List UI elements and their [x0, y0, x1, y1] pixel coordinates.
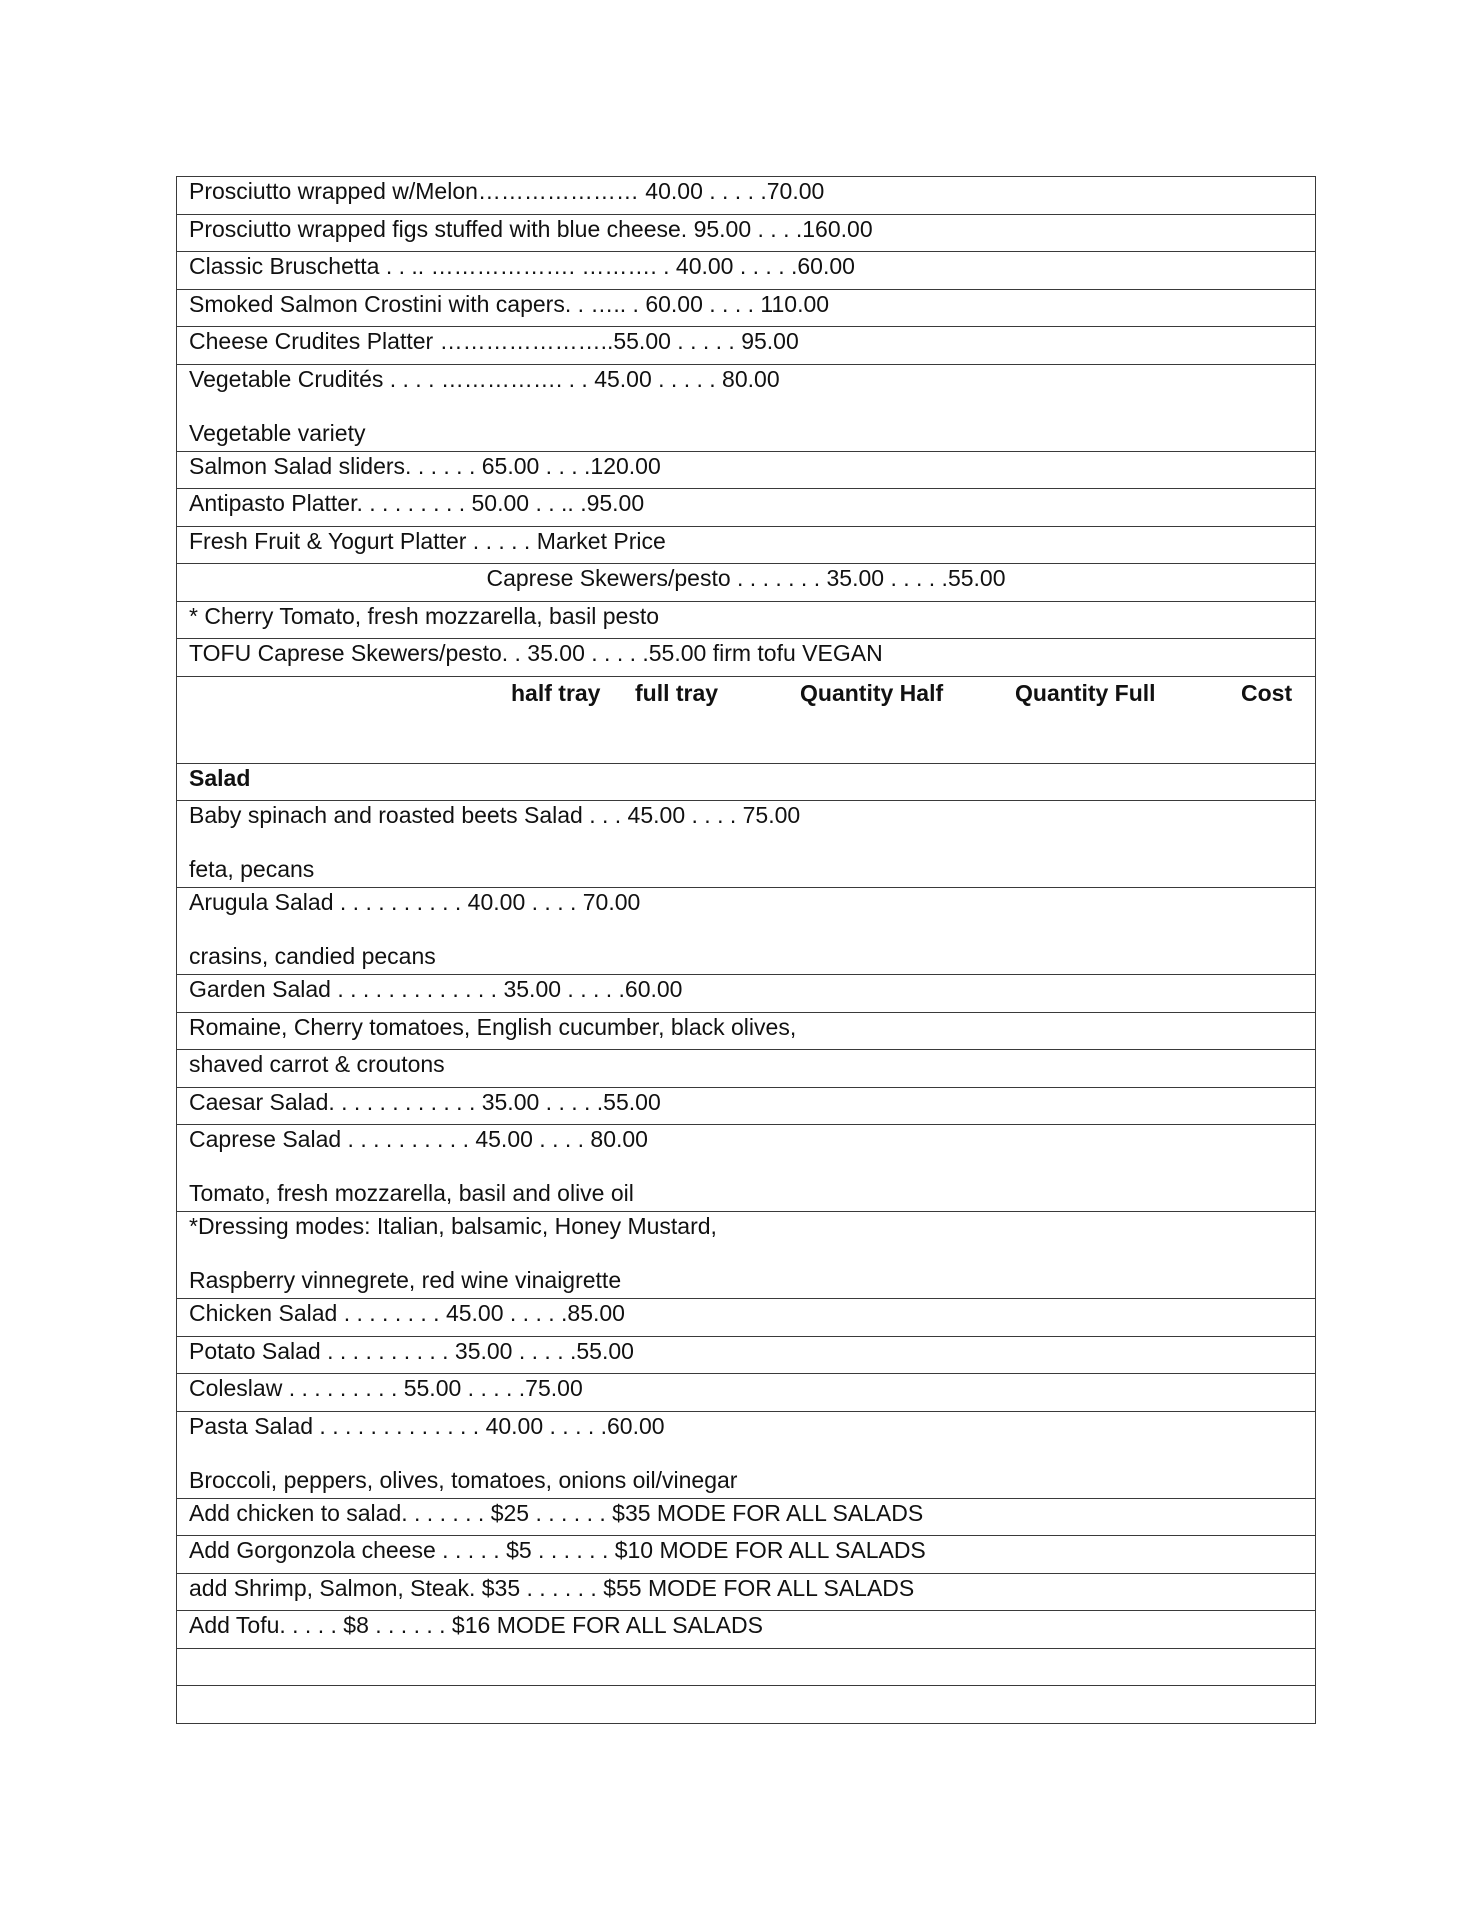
column-headers [189, 677, 1303, 707]
menu-item: Antipasto Platter. . . . . . . . . 50.00 . . .. .95.00 [177, 489, 1316, 527]
item-description: Vegetable variety [189, 419, 366, 446]
addon-item: Add chicken to salad. . . . . . . $25 . . . . . . $35 MODE FOR ALL SALADS [177, 1498, 1316, 1536]
menu-item: Potato Salad . . . . . . . . . . 35.00 . . . . .55.00 [177, 1336, 1316, 1374]
column-full-tray: full tray [635, 679, 719, 706]
menu-row [177, 1536, 1316, 1574]
menu-row [177, 252, 1316, 290]
menu-row [177, 1573, 1316, 1611]
item-title: Vegetable Crudités . . . . ……………. . . 45.00 . . . . . 80.00 [189, 365, 780, 392]
menu-item: Chicken Salad . . . . . . . . 45.00 . . . . .85.00 [177, 1299, 1316, 1337]
menu-row [177, 1611, 1316, 1649]
menu-row [177, 489, 1316, 527]
menu-item [177, 364, 1316, 451]
menu-item: Cheese Crudites Platter …………………..55.00 . . . . . 95.00 [177, 327, 1316, 365]
menu-row [177, 364, 1316, 451]
section-heading-row [177, 763, 1316, 801]
item-description: Raspberry vinnegrete, red wine vinaigrette [189, 1267, 622, 1293]
menu-item: Classic Bruschetta . . .. ………………. ………. . 40.00 . . . . .60.00 [177, 252, 1316, 290]
menu-item: Garden Salad . . . . . . . . . . . . . 35.00 . . . . .60.00 [177, 975, 1316, 1013]
menu-row [177, 1374, 1316, 1412]
menu-item [177, 801, 1316, 888]
menu-item: TOFU Caprese Skewers/pesto. . 35.00 . . . . .55.00 firm tofu VEGAN [177, 639, 1316, 677]
menu-row [177, 888, 1316, 975]
menu-item: Prosciutto wrapped w/Melon………………… 40.00 . . . . .70.00 [177, 177, 1316, 215]
menu-row [177, 1050, 1316, 1088]
empty-row [177, 1686, 1316, 1724]
menu-row [177, 451, 1316, 489]
menu-row [177, 1212, 1316, 1299]
menu-item [177, 1212, 1316, 1299]
menu-row [177, 1411, 1316, 1498]
menu-item: Fresh Fruit & Yogurt Platter . . . . . Market Price [177, 526, 1316, 564]
menu-item: Caprese Skewers/pesto . . . . . . . 35.00 . . . . .55.00 [177, 564, 1316, 602]
item-title: Arugula Salad . . . . . . . . . . 40.00 . . . . 70.00 [189, 889, 641, 915]
menu-row [177, 801, 1316, 888]
menu-item: Smoked Salmon Crostini with capers. . ….. . 60.00 . . . . 110.00 [177, 289, 1316, 327]
addon-item: Add Gorgonzola cheese . . . . . $5 . . . . . . $10 MODE FOR ALL SALADS [177, 1536, 1316, 1574]
menu-item: Caesar Salad. . . . . . . . . . . . 35.00 . . . . .55.00 [177, 1087, 1316, 1125]
menu-item: * Cherry Tomato, fresh mozzarella, basil pesto [177, 601, 1316, 639]
item-title: *Dressing modes: Italian, balsamic, Honey Mustard, [189, 1213, 717, 1239]
column-cost: Cost [1241, 679, 1293, 706]
menu-row [177, 327, 1316, 365]
item-title: Pasta Salad . . . . . . . . . . . . . 40.00 . . . . .60.00 [189, 1412, 665, 1439]
menu-row [177, 1299, 1316, 1337]
menu-row [177, 177, 1316, 215]
item-title: Caprese Salad . . . . . . . . . . 45.00 . . . . 80.00 [189, 1126, 648, 1152]
menu-row [177, 601, 1316, 639]
menu-row [177, 1012, 1316, 1050]
menu-item [177, 888, 1316, 975]
addon-item: Add Tofu. . . . . $8 . . . . . . $16 MODE FOR ALL SALADS [177, 1611, 1316, 1649]
menu-item: Salmon Salad sliders. . . . . . 65.00 . . . .120.00 [177, 451, 1316, 489]
menu-item [177, 1411, 1316, 1498]
menu-item: shaved carrot & croutons [177, 1050, 1316, 1088]
menu-table [176, 176, 1316, 1724]
item-title: Baby spinach and roasted beets Salad . . . 45.00 . . . . 75.00 [189, 802, 801, 828]
menu-row [177, 214, 1316, 252]
menu-row [177, 289, 1316, 327]
menu-row [177, 1125, 1316, 1212]
menu-row [177, 1087, 1316, 1125]
menu-row [177, 526, 1316, 564]
item-description: crasins, candied pecans [189, 943, 436, 969]
item-description: Tomato, fresh mozzarella, basil and olive oil [189, 1180, 634, 1206]
section-heading: Salad [177, 763, 1316, 801]
item-description: Broccoli, peppers, olives, tomatoes, onions oil/vinegar [189, 1466, 738, 1493]
item-description: feta, pecans [189, 856, 315, 882]
column-header-row [177, 676, 1316, 763]
column-quantity-half: Quantity Half [800, 679, 944, 706]
menu-item [177, 1125, 1316, 1212]
menu-item: Prosciutto wrapped figs stuffed with blue cheese. 95.00 . . . .160.00 [177, 214, 1316, 252]
menu-row [177, 1336, 1316, 1374]
column-quantity-full: Quantity Full [1015, 679, 1156, 706]
addon-item: add Shrimp, Salmon, Steak. $35 . . . . . . $55 MODE FOR ALL SALADS [177, 1573, 1316, 1611]
empty-row [177, 1648, 1316, 1686]
column-half-tray: half tray [511, 679, 601, 706]
menu-row [177, 639, 1316, 677]
menu-item: Romaine, Cherry tomatoes, English cucumber, black olives, [177, 1012, 1316, 1050]
menu-item: Coleslaw . . . . . . . . . 55.00 . . . . .75.00 [177, 1374, 1316, 1412]
menu-row [177, 564, 1316, 602]
menu-row [177, 975, 1316, 1013]
menu-row [177, 1498, 1316, 1536]
